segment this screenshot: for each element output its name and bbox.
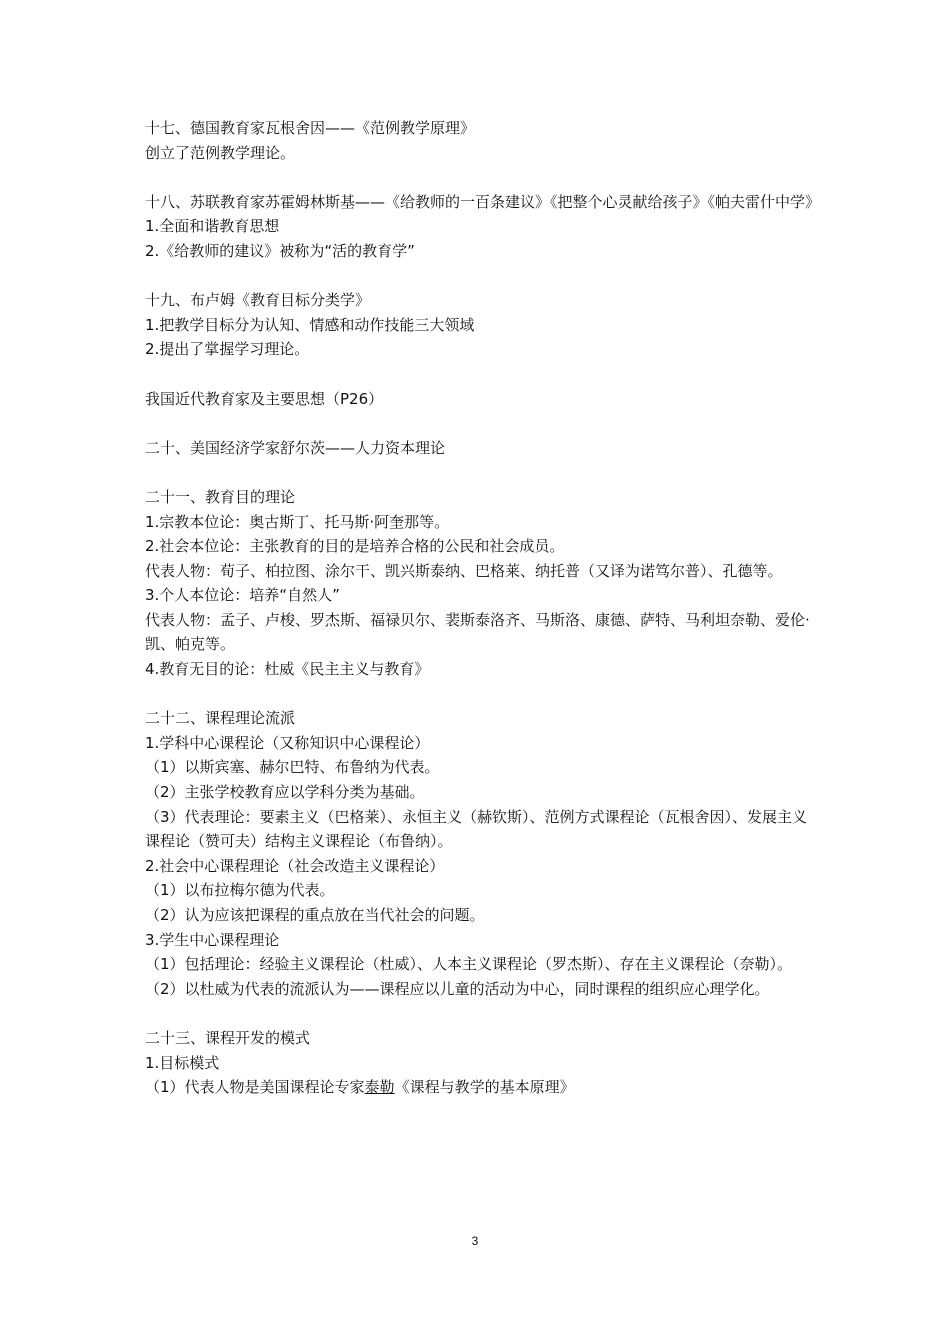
- text-line: 代表人物：荀子、柏拉图、涂尔干、凯兴斯泰纳、巴格莱、纳托普（又译为诺笃尔普）、孔德等。: [145, 561, 783, 580]
- text-line: 1.学科中心课程论（又称知识中心课程论）: [145, 733, 430, 752]
- text-line: 我国近代教育家及主要思想（P26）: [145, 389, 384, 408]
- text-line: 4.教育无目的论：杜威《民主主义与教育》: [145, 660, 430, 679]
- text-line: 2.提出了掌握学习理论。: [145, 340, 310, 359]
- text-line: 1.目标模式: [145, 1053, 220, 1072]
- text-line: （1）以布拉梅尔德为代表。: [145, 881, 335, 900]
- text-line: 二十一、教育目的理论: [145, 487, 296, 506]
- text-line: （2）以杜威为代表的流派认为——课程应以儿童的活动为中心，同时课程的组织应心理学化。: [145, 979, 770, 998]
- text-line: 十八、苏联教育家苏霍姆林斯基——《给教师的一百条建议》《把整个心灵献给孩子》《帕夫雷什中学》: [145, 192, 821, 211]
- text-line: （1）以斯宾塞、赫尔巴特、布鲁纳为代表。: [145, 758, 440, 777]
- blank-line: [145, 682, 813, 707]
- text-line: （2）主张学校教育应以学科分类为基础。: [145, 783, 425, 802]
- blank-line: [145, 165, 813, 190]
- text-line: 1.全面和谐教育思想: [145, 217, 280, 236]
- document-body: [145, 116, 821, 1100]
- text-line: 十九、布卢姆《教育目标分类学》: [145, 291, 371, 310]
- text-line: 二十三、课程开发的模式: [145, 1028, 311, 1047]
- text-line: 2.社会本位论：主张教育的目的是培养合格的公民和社会成员。: [145, 537, 565, 556]
- text-line: 十七、德国教育家瓦根舍因——《范例教学原理》: [145, 119, 476, 137]
- text-line: （2）认为应该把课程的重点放在当代社会的问题。: [145, 906, 485, 924]
- text-line: 代表人物：孟子、卢梭、罗杰斯、福禄贝尔、裴斯泰洛齐、马斯洛、康德、萨特、马利坦奈勒、爱伦·凯、帕克等。: [145, 610, 810, 654]
- text-line-last: [145, 1075, 813, 1100]
- blank-line: [145, 1001, 813, 1026]
- blank-line: [145, 460, 813, 485]
- text-line: 创立了范例教学理论。: [145, 143, 296, 162]
- text-line: 1.把教学目标分为认知、情感和动作技能三大领域: [145, 315, 475, 334]
- page-number: 3: [471, 1234, 479, 1248]
- text-line: 3.学生中心课程理论: [145, 930, 280, 949]
- text-line: （3）代表理论：要素主义（巴格莱）、永恒主义（赫钦斯）、范例方式课程论（瓦根舍因）、发展主义课程论（赞可夫）结构主义课程论（布鲁纳）。: [145, 807, 808, 851]
- blank-line: [145, 264, 813, 289]
- text-segment: （1）代表人物是美国课程论专家: [145, 1078, 365, 1097]
- blank-line: [145, 411, 813, 436]
- text-line: 二十二、课程理论流派: [145, 709, 296, 728]
- text-line: 3.个人本位论：培养“自然人”: [145, 586, 340, 605]
- text-line: 1.宗教本位论：奥古斯丁、托马斯·阿奎那等。: [145, 512, 450, 531]
- underlined-name: 泰勒: [364, 1078, 395, 1097]
- text-line: 2.社会中心课程理论（社会改造主义课程论）: [145, 856, 445, 875]
- text-line: 2.《给教师的建议》被称为“活的教育学”: [145, 241, 415, 260]
- text-line: 二十、美国经济学家舒尔茨——人力资本理论: [145, 438, 446, 457]
- blank-line: [145, 362, 813, 387]
- text-line: （1）包括理论：经验主义课程论（杜威）、人本主义课程论（罗杰斯）、存在主义课程论（奈勒）。: [145, 955, 793, 974]
- text-segment: 《课程与教学的基本原理》: [394, 1078, 575, 1097]
